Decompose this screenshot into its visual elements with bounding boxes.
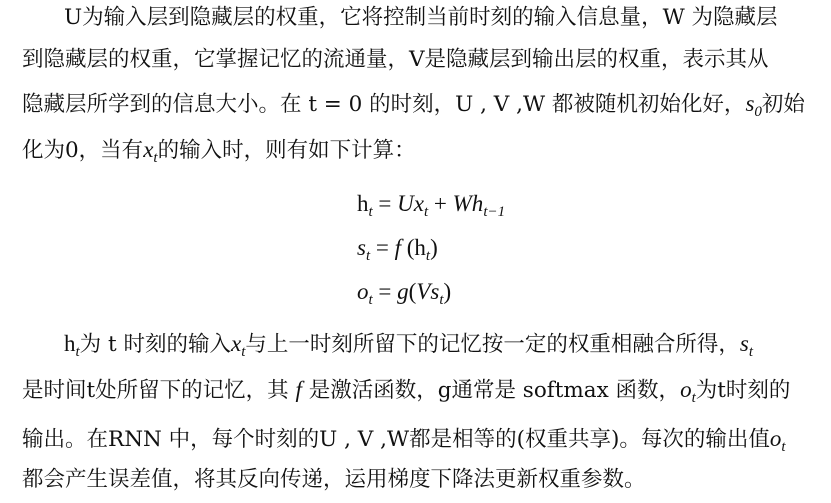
math-subscript: t	[748, 344, 754, 360]
text-segment: 为 t 时刻的输入	[79, 332, 231, 357]
math-subscript: t	[241, 344, 246, 360]
math-operator: =	[370, 235, 395, 260]
text-segment: 是激活函数，g通常是 softmax 函数，	[301, 378, 681, 403]
math-variable-x: x	[230, 331, 242, 356]
text-segment: 为t时刻的	[695, 378, 791, 403]
math-subscript: 0	[754, 104, 762, 120]
math-variable-o: o	[680, 377, 692, 402]
math-subscript: t−1	[483, 204, 506, 220]
text-segment: 化为0，当有	[22, 138, 144, 163]
math-subscript: t	[368, 204, 373, 220]
math-function: f	[295, 377, 302, 402]
paragraph1-line1: U为输入层到隐藏层的权重，它将控制当前时刻的输入信息量，W 为隐藏层	[64, 5, 778, 30]
math-term: Vs	[416, 279, 440, 304]
math-operator: =	[372, 191, 398, 216]
paragraph2-line2	[22, 376, 790, 405]
text-segment: 初始	[761, 92, 805, 117]
paragraph1-line2: 到隐藏层的权重，它掌握记忆的流通量，V是隐藏层到输出层的权重，表示其从	[22, 47, 769, 72]
math-subscript: t	[365, 248, 371, 264]
math-paren: )	[430, 235, 438, 260]
math-symbol: h	[64, 331, 76, 356]
text-segment: 与上一时刻所留下的记忆按一定的权重相融合所得，	[245, 332, 740, 357]
math-term: Ux	[397, 191, 424, 216]
math-symbol: o	[357, 279, 369, 304]
math-subscript: t	[439, 292, 444, 308]
equation-memory	[357, 233, 438, 264]
math-operator: +	[428, 191, 453, 216]
paragraph2-line4: 都会产生误差值，将其反向传递，运用梯度下降法更新权重参数。	[22, 467, 646, 492]
text-segment: 隐藏层所学到的信息大小。在 t = 0 的时刻，U , V ,W 都被随机初始化好，	[22, 92, 746, 117]
math-function: g	[397, 279, 409, 304]
math-variable-o: o	[769, 426, 782, 451]
math-function: f	[394, 235, 401, 260]
math-term: Wh	[452, 191, 484, 216]
math-variable-s: s	[745, 91, 755, 116]
math-paren: (	[401, 235, 415, 260]
math-subscript: t	[368, 292, 373, 308]
math-paren: (	[408, 279, 417, 304]
paragraph1-line4	[22, 136, 416, 165]
text-segment: 是时间t处所留下的记忆，其	[22, 378, 296, 403]
equation-output	[357, 277, 451, 308]
math-symbol: s	[357, 235, 366, 260]
math-subscript: t	[691, 390, 696, 406]
math-subscript: t	[153, 150, 158, 166]
math-paren: )	[443, 279, 452, 304]
paragraph2-line3	[22, 425, 786, 454]
text-segment: 的输入时，则有如下计算：	[157, 138, 416, 163]
math-subscript: t	[423, 204, 429, 220]
paragraph2-line1	[64, 330, 753, 359]
text-segment: 输出。在RNN 中，每个时刻的U , V ,W都是相等的(权重共享)。每次的输出值	[22, 427, 770, 452]
math-operator: =	[372, 279, 398, 304]
math-symbol: h	[414, 235, 426, 260]
math-variable-s: s	[739, 331, 749, 356]
math-subscript: t	[425, 248, 431, 264]
equation-hidden-state	[357, 189, 505, 220]
paragraph1-line3	[22, 90, 805, 119]
math-subscript: t	[75, 344, 80, 360]
math-variable-x: x	[143, 137, 154, 162]
math-symbol: h	[357, 191, 369, 216]
math-subscript: t	[781, 439, 786, 455]
